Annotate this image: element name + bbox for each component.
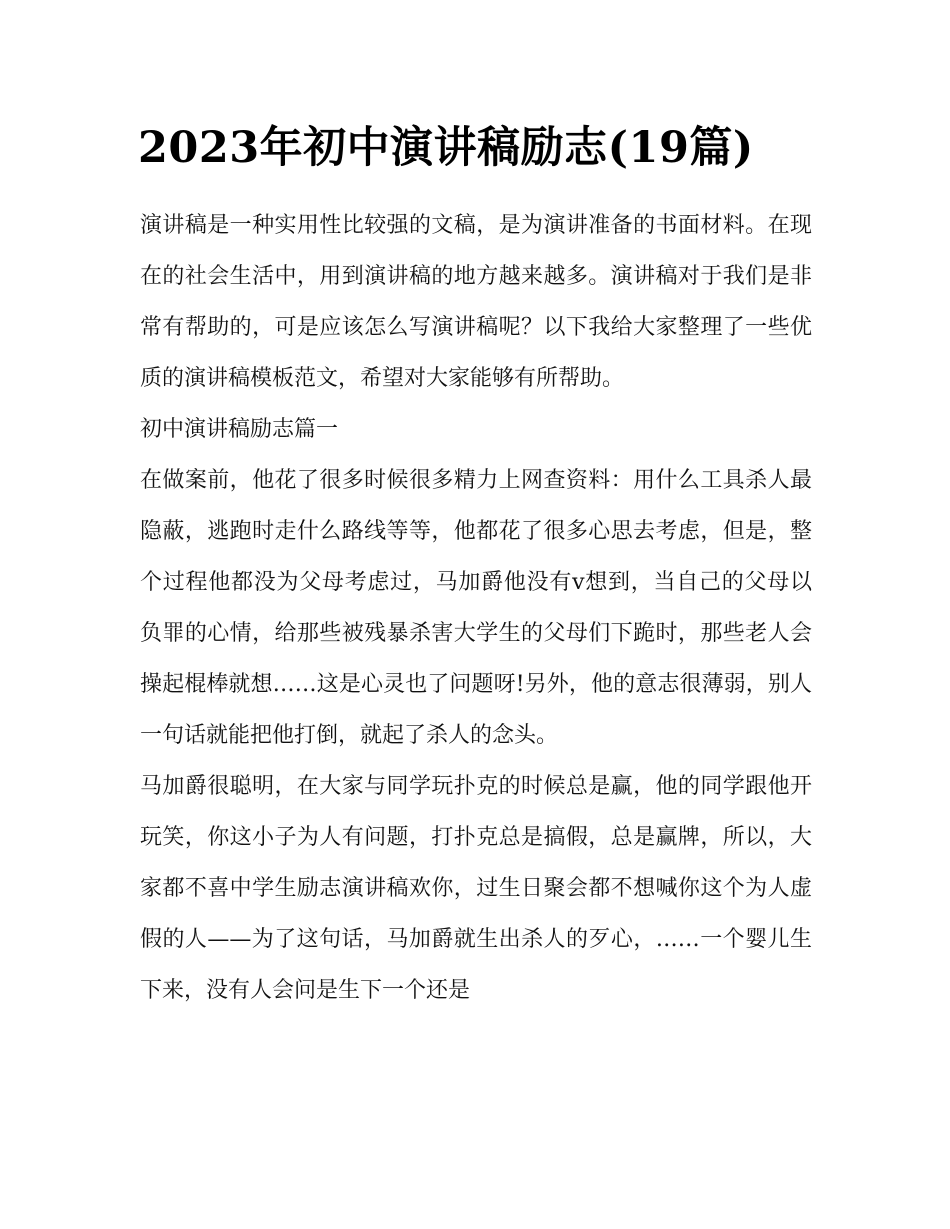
section-heading: 初中演讲稿励志篇一 <box>140 417 339 442</box>
body-paragraph: 在做案前，他花了很多时候很多精力上网查资料：用什么工具杀人最隐蔽，逃跑时走什么路线等等，他都花了很多心思去考虑，但是，整个过程他都没为父母考虑过，马加爵他没有v想到，当自己的父母以负罪的心情，给那些被残暴杀害大学生的父母们下跪时，那些老人会操起棍棒就想……这是心灵也了问题呀!另外，他的意志很薄弱，别人一句话就能把他打倒，就起了杀人的念头。 <box>140 468 812 748</box>
document-body <box>140 200 812 1016</box>
intro-paragraph: 演讲稿是一种实用性比较强的文稿，是为演讲准备的书面材料。在现在的社会生活中，用到演讲稿的地方越来越多。演讲稿对于我们是非常有帮助的，可是应该怎么写演讲稿呢？以下我给大家整理了一些优质的演讲稿模板范文，希望对大家能够有所帮助。 <box>140 213 812 391</box>
body-paragraph: 马加爵很聪明，在大家与同学玩扑克的时候总是赢，他的同学跟他开玩笑，你这小子为人有问题，打扑克总是搞假，总是赢牌，所以，大家都不喜中学生励志演讲稿欢你，过生日聚会都不想喊你这个为人虚假的人——为了这句话，马加爵就生出杀人的歹心，……一个婴儿生下来，没有人会问是生下一个还是 <box>140 774 812 1003</box>
document-title: 2023年初中演讲稿励志(19篇) <box>138 123 754 173</box>
